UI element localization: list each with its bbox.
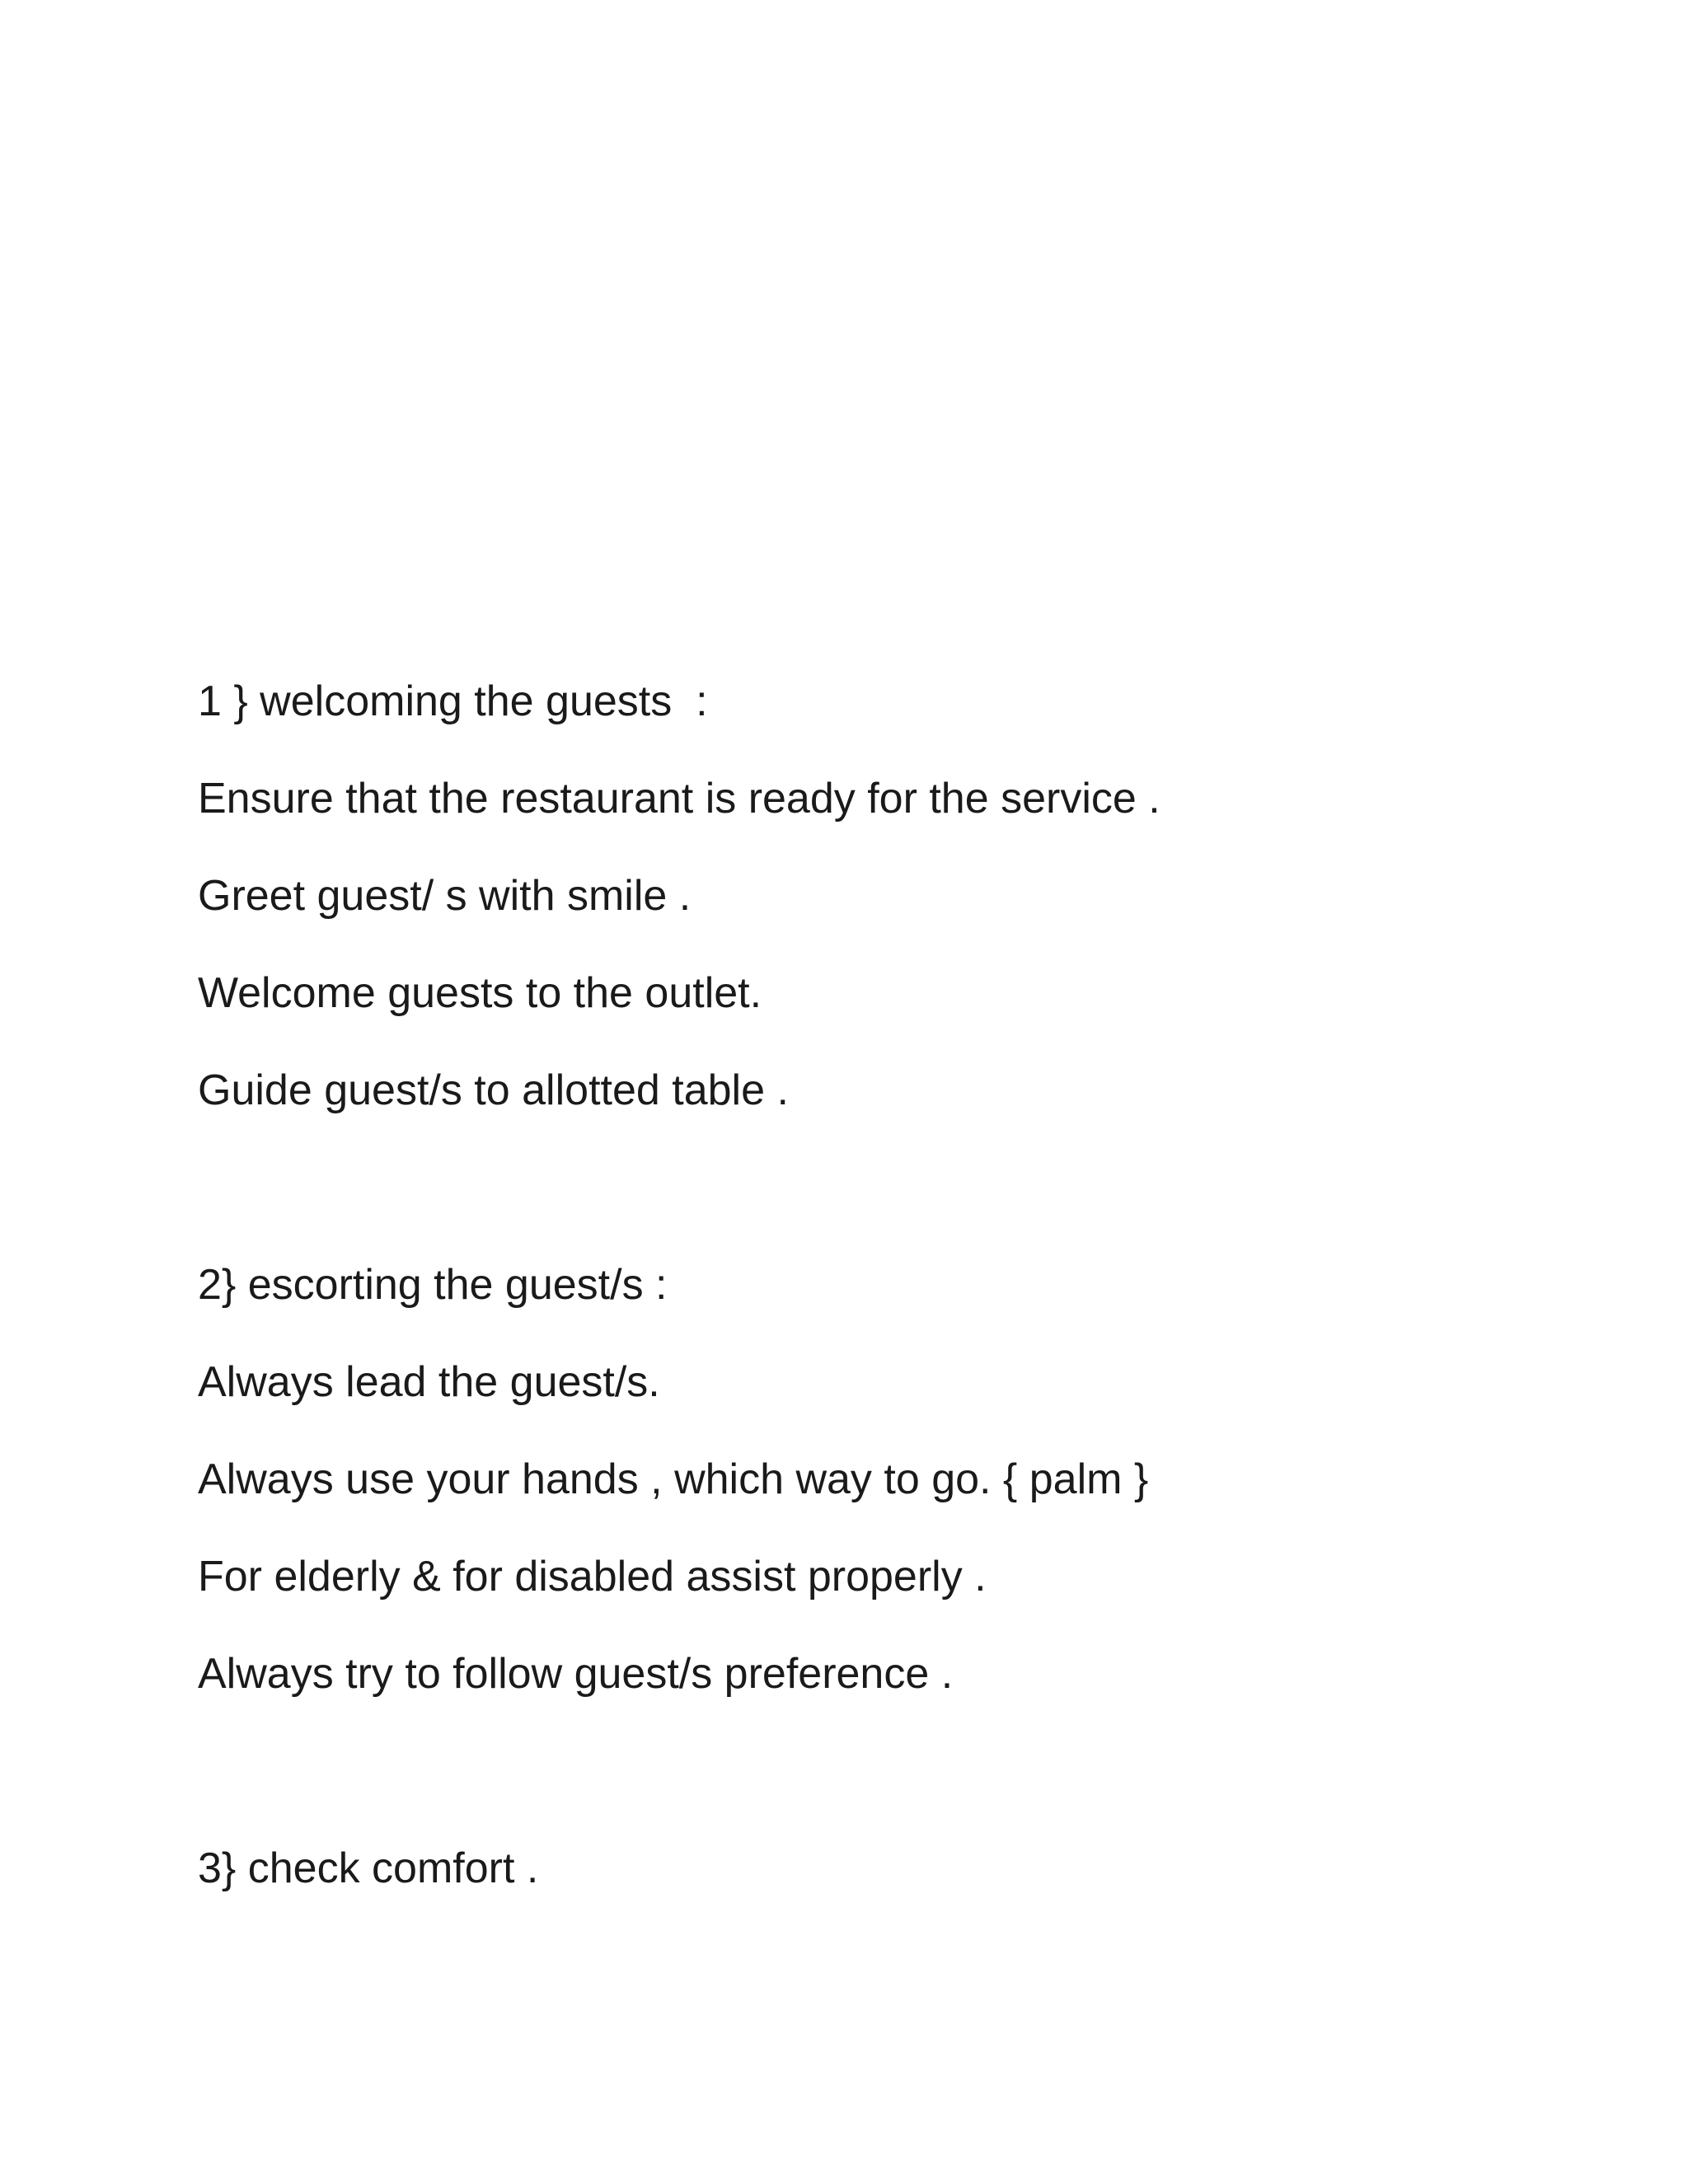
section-1-line-2: Greet guest/ s with smile . — [198, 872, 692, 920]
section-1-line-1: Ensure that the restaurant is ready for the service . — [198, 775, 1160, 823]
section-3-heading: 3} check comfort . — [198, 1844, 539, 1892]
section-2-line-3: For elderly & for disabled assist properly . — [198, 1553, 987, 1601]
section-2-line-1: Always lead the guest/s. — [198, 1358, 660, 1406]
section-1-line-3: Welcome guests to the outlet. — [198, 969, 762, 1017]
section-1-line-4: Guide guest/s to allotted table . — [198, 1066, 789, 1114]
section-spacer — [198, 1162, 1599, 1259]
section-2-line-4: Always try to follow guest/s preference . — [198, 1650, 954, 1698]
document-body — [198, 676, 1599, 1940]
section-2-line-2: Always use your hands , which way to go. { palm } — [198, 1455, 1149, 1503]
section-spacer — [198, 1746, 1599, 1843]
section-2-heading: 2} escorting the guest/s : — [198, 1261, 668, 1309]
section-1-heading: 1 } welcoming the guests : — [198, 677, 708, 725]
